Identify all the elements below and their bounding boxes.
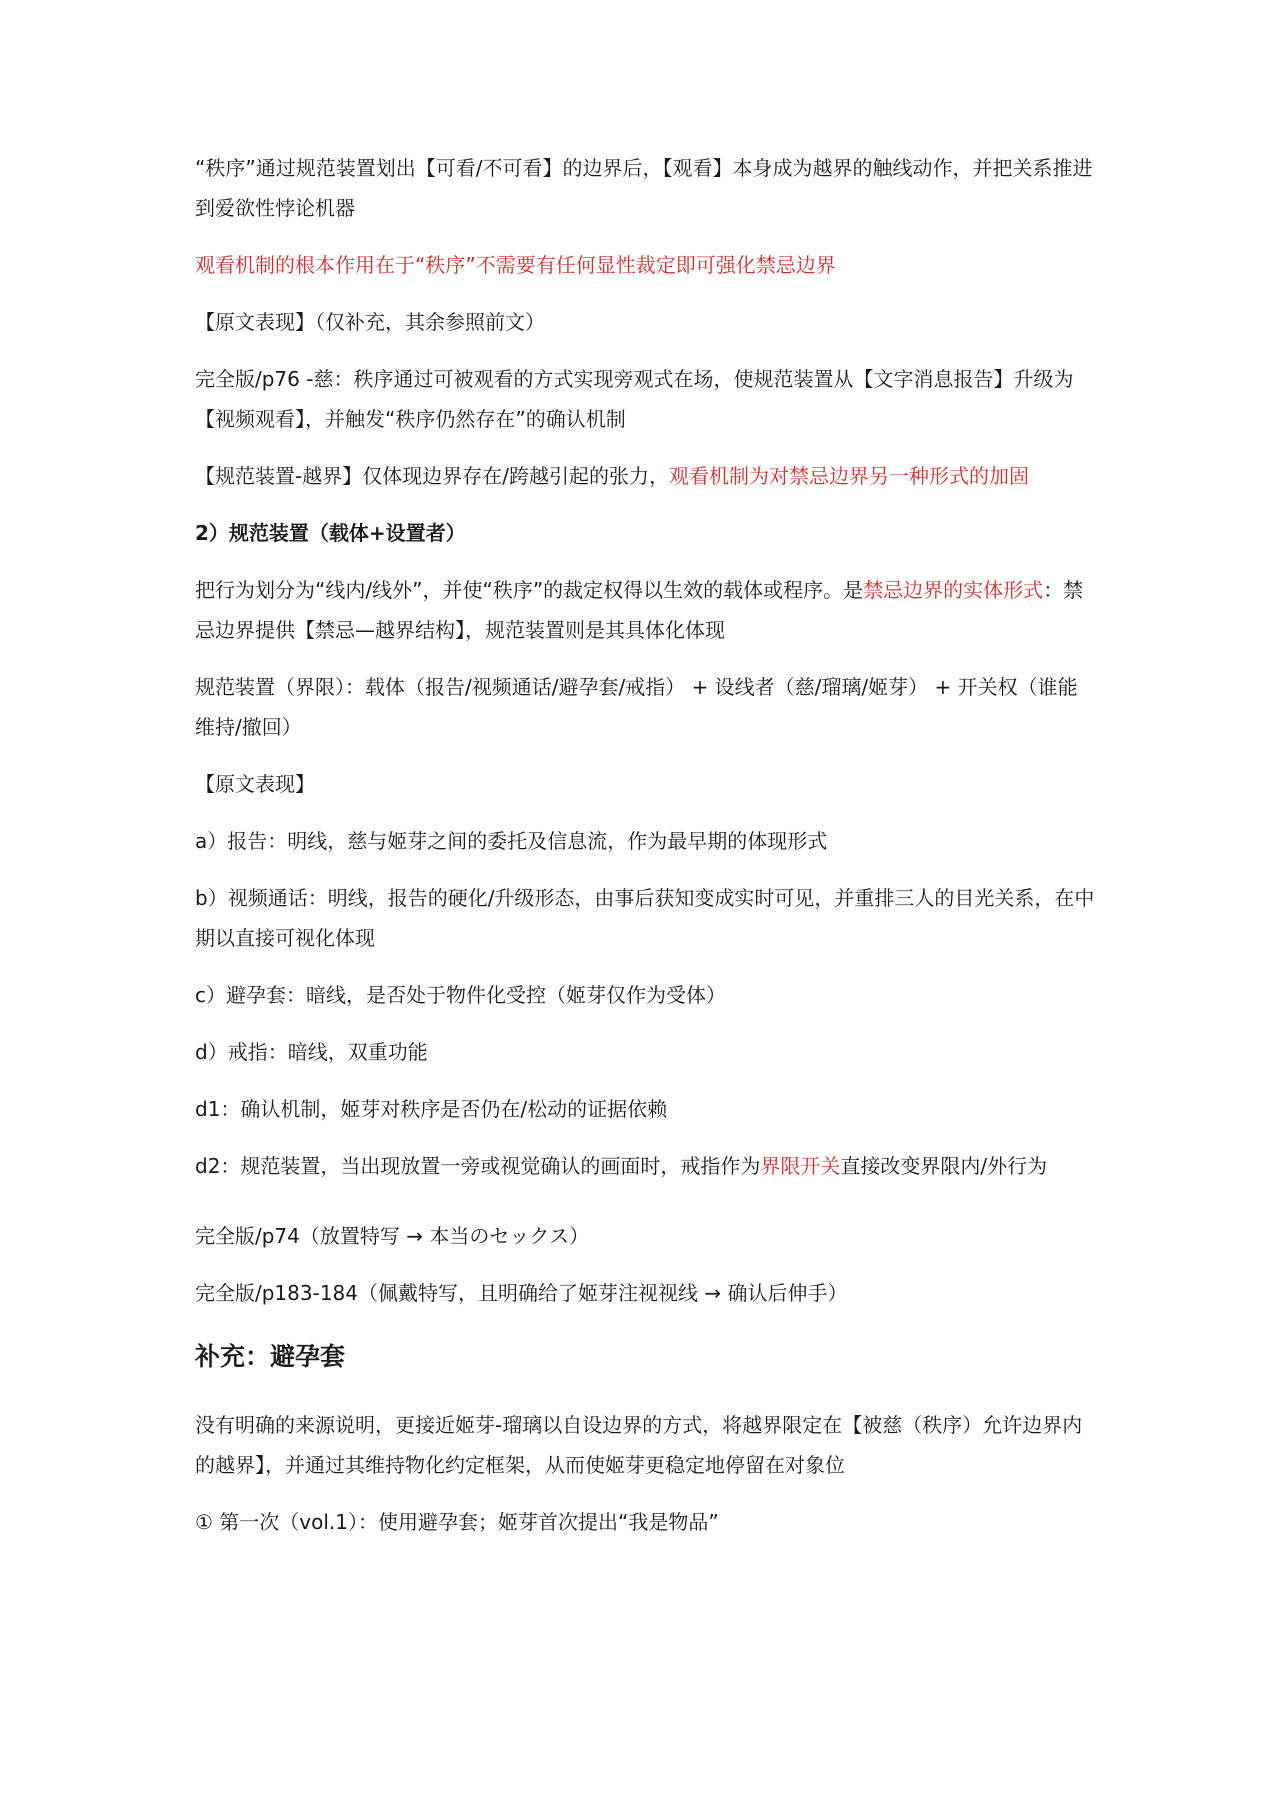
paragraph-order-boundary: “秩序”通过规范装置划出【可看/不可看】的边界后，【观看】本身成为越界的触线动作，并把关系推进到爱欲性悖论机器 xyxy=(195,156,1093,220)
paragraph-p76-reference: 完全版/p76 -慈：秩序通过可被观看的方式实现旁观式在场，使规范装置从【文字消息报告】升级为【视频观看】，并触发“秩序仍然存在”的确认机制 xyxy=(195,367,1074,431)
list-item-first-time: ① 第一次（vol.1）：使用避孕套；姬芽首次提出“我是物品” xyxy=(195,1510,719,1534)
highlight-segment: 禁忌边界的实体形式 xyxy=(863,578,1044,602)
paragraph-norm-device-definition xyxy=(195,570,1095,650)
list-item-b-video-call: b）视频通话：明线，报告的硬化/升级形态，由事后获知变成实时可见，并重排三人的目光关系，在中期以直接可视化体现 xyxy=(195,886,1095,950)
paragraph-norm-device-formula: 规范装置（界限）：载体（报告/视频通话/避孕套/戒指） + 设线者（慈/瑠璃/姬芽） + 开关权（谁能维持/撤回） xyxy=(195,675,1078,739)
text-segment: ：禁忌边界提供【禁忌—越界结构】，规范装置则是其具体化体现 xyxy=(195,578,1084,642)
highlight-segment: 界限开关 xyxy=(760,1154,841,1178)
document-body xyxy=(195,148,1095,1559)
list-item-c-condom: c）避孕套：暗线，是否处于物件化受控（姬芽仅作为受体） xyxy=(195,983,726,1007)
paragraph-viewing-mechanism-highlight: 观看机制的根本作用在于“秩序”不需要有任何显性裁定即可强化禁忌边界 xyxy=(195,253,836,277)
text-segment: 把行为划分为“线内/线外”，并使“秩序”的裁定权得以生效的载体或程序。是 xyxy=(195,578,864,602)
text-segment: 【规范装置-越界】仅体现边界存在/跨越引起的张力， xyxy=(195,464,669,488)
list-item-d-ring: d）戒指：暗线，双重功能 xyxy=(195,1040,428,1064)
list-item-a-report: a）报告：明线，慈与姬芽之间的委托及信息流，作为最早期的体现形式 xyxy=(195,829,828,853)
list-item-d2-norm-device xyxy=(195,1146,1095,1186)
section-heading-norm-device: 2）规范装置（载体+设置者） xyxy=(195,521,466,545)
paragraph-condom-explanation: 没有明确的来源说明，更接近姬芽-瑠璃以自设边界的方式，将越界限定在【被慈（秩序）允许边界内的越界】，并通过其维持物化约定框架，从而使姬芽更稳定地停留在对象位 xyxy=(195,1413,1083,1477)
paragraph-original-text-supplement: 【原文表现】（仅补充，其余参照前文） xyxy=(195,310,545,334)
reference-p74: 完全版/p74（放置特写 → 本当のセックス） xyxy=(195,1224,590,1248)
highlight-segment: 观看机制为对禁忌边界另一种形式的加固 xyxy=(668,464,1029,488)
reference-p183-184: 完全版/p183-184（佩戴特写，且明确给了姬芽注视视线 → 确认后伸手） xyxy=(195,1281,848,1305)
paragraph-original-text-label: 【原文表现】 xyxy=(195,772,315,796)
paragraph-norm-device-boundary xyxy=(195,456,1095,496)
text-segment: 直接改变界限内/外行为 xyxy=(840,1154,1048,1178)
list-item-d1-confirmation: d1：确认机制，姬芽对秩序是否仍在/松动的证据依赖 xyxy=(195,1097,668,1121)
text-segment: d2：规范装置，当出现放置一旁或视觉确认的画面时，戒指作为 xyxy=(195,1154,761,1178)
section-heading-supplement-condom: 补充：避孕套 xyxy=(195,1342,346,1371)
